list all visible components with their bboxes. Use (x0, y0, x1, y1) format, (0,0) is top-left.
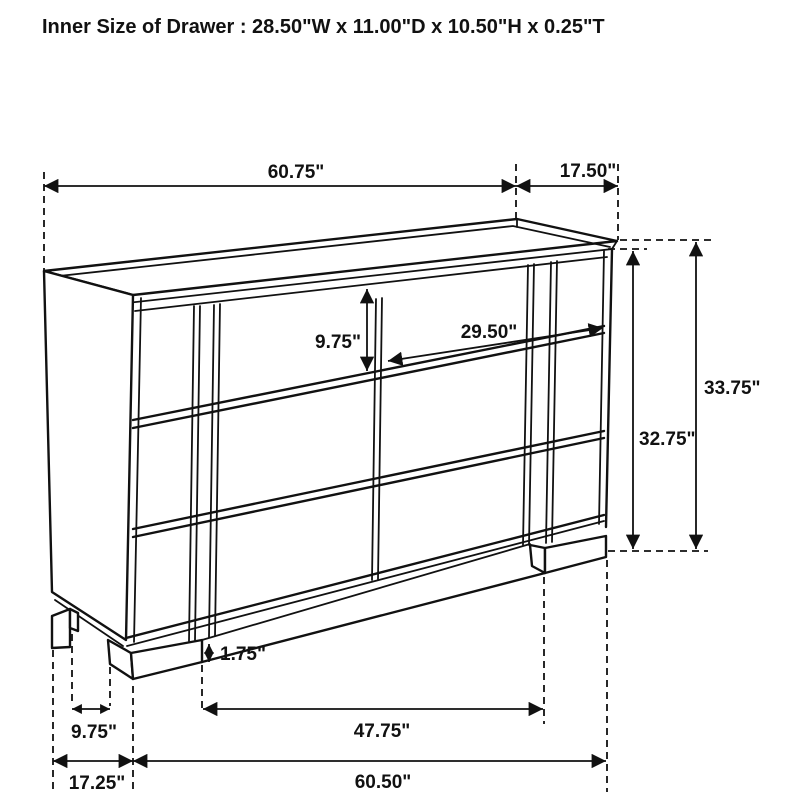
front-right-edge (606, 249, 612, 527)
dresser-drawing (44, 219, 617, 679)
dim-label-top-depth: 17.50" (559, 161, 617, 182)
dim-overall-height (608, 240, 761, 551)
dim-label-base-rail-height: 1.75" (220, 644, 266, 665)
center-divider (372, 299, 376, 580)
left-post (189, 304, 220, 641)
front-right-edge-inner (599, 251, 604, 524)
right-post (523, 261, 557, 545)
front-left-corner-edge (134, 298, 141, 642)
dim-base-width (133, 560, 607, 793)
front-right-foot (530, 536, 606, 573)
diagram-title: Inner Size of Drawer : 28.50"W x 11.00"D x 10.50"H x 0.25"T (42, 16, 605, 38)
dim-drawer-height (315, 289, 367, 371)
center-divider-inner (378, 298, 382, 579)
dim-case-height (608, 249, 696, 549)
dim-label-base-width: 60.50" (354, 772, 412, 793)
dim-label-case-height: 32.75" (639, 429, 696, 450)
dim-label-drawer-height: 9.75" (315, 332, 361, 353)
dim-label-overall-height: 33.75" (704, 378, 761, 399)
dim-label-base-depth: 17.25" (68, 773, 126, 794)
base-top-edge (202, 544, 530, 640)
dim-label-top-width: 60.75" (267, 162, 325, 183)
drawer-rail-2 (133, 431, 604, 529)
dim-label-feet-spacing: 47.75" (353, 721, 411, 742)
back-left-foot (52, 609, 78, 648)
dim-base-rail-height (209, 644, 266, 665)
carcass-bottom-edge-inner (127, 521, 604, 646)
drawer-rail-2-lower (133, 438, 604, 537)
dim-label-foot-depth: 9.75" (71, 722, 117, 743)
dim-label-drawer-width: 29.50" (460, 322, 518, 343)
dresser-side-panel (44, 271, 133, 640)
